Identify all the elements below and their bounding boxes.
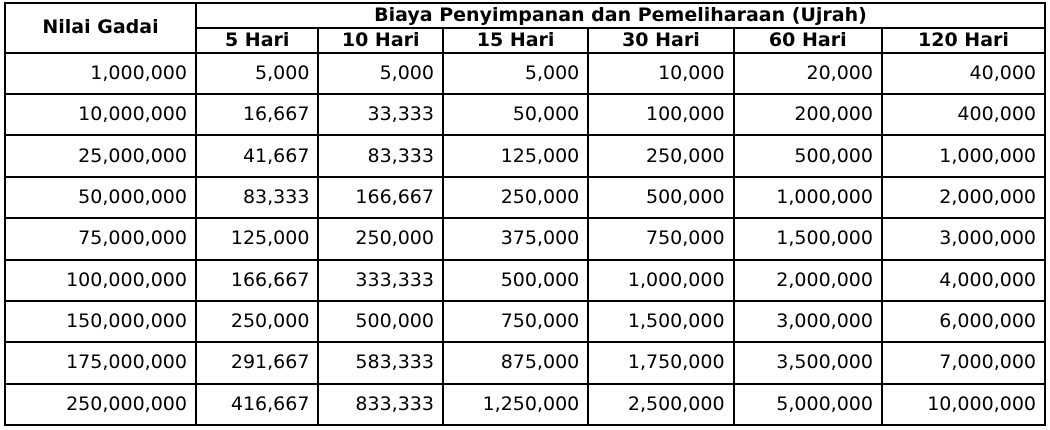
cell-ujrah-15: 50,000 — [443, 94, 588, 135]
cell-ujrah-120: 7,000,000 — [882, 342, 1045, 383]
cell-ujrah-120: 4,000,000 — [882, 260, 1045, 301]
table-row — [5, 94, 1045, 135]
cell-ujrah-15: 875,000 — [443, 342, 588, 383]
cell-nilai-gadai: 25,000,000 — [5, 135, 196, 176]
cell-ujrah-60: 20,000 — [734, 53, 882, 94]
header-day-10: 10 Hari — [318, 28, 443, 53]
cell-ujrah-15: 5,000 — [443, 53, 588, 94]
cell-ujrah-5: 166,667 — [196, 260, 318, 301]
cell-ujrah-120: 3,000,000 — [882, 218, 1045, 259]
table-row — [5, 135, 1045, 176]
cell-ujrah-120: 10,000,000 — [882, 384, 1045, 425]
header-group-ujrah: Biaya Penyimpanan dan Pemeliharaan (Ujrah) — [196, 3, 1045, 28]
cell-ujrah-10: 583,333 — [318, 342, 443, 383]
cell-ujrah-30: 250,000 — [588, 135, 733, 176]
cell-ujrah-5: 83,333 — [196, 177, 318, 218]
cell-ujrah-15: 250,000 — [443, 177, 588, 218]
cell-ujrah-60: 3,500,000 — [734, 342, 882, 383]
cell-nilai-gadai: 175,000,000 — [5, 342, 196, 383]
cell-ujrah-120: 2,000,000 — [882, 177, 1045, 218]
cell-nilai-gadai: 75,000,000 — [5, 218, 196, 259]
cell-ujrah-30: 1,750,000 — [588, 342, 733, 383]
cell-ujrah-10: 166,667 — [318, 177, 443, 218]
cell-ujrah-5: 250,000 — [196, 301, 318, 342]
cell-ujrah-10: 500,000 — [318, 301, 443, 342]
header-day-15: 15 Hari — [443, 28, 588, 53]
cell-ujrah-10: 33,333 — [318, 94, 443, 135]
cell-ujrah-10: 833,333 — [318, 384, 443, 425]
cell-nilai-gadai: 250,000,000 — [5, 384, 196, 425]
table-row — [5, 342, 1045, 383]
table-row — [5, 177, 1045, 218]
cell-ujrah-5: 41,667 — [196, 135, 318, 176]
cell-ujrah-120: 1,000,000 — [882, 135, 1045, 176]
header-day-5: 5 Hari — [196, 28, 318, 53]
cell-ujrah-15: 375,000 — [443, 218, 588, 259]
cell-ujrah-120: 40,000 — [882, 53, 1045, 94]
cell-nilai-gadai: 50,000,000 — [5, 177, 196, 218]
cell-ujrah-15: 750,000 — [443, 301, 588, 342]
header-row-primary — [5, 3, 1045, 28]
table-row — [5, 384, 1045, 425]
cell-ujrah-30: 500,000 — [588, 177, 733, 218]
cell-ujrah-120: 400,000 — [882, 94, 1045, 135]
table-row — [5, 53, 1045, 94]
table-row — [5, 218, 1045, 259]
table-body — [5, 53, 1045, 425]
cell-ujrah-10: 250,000 — [318, 218, 443, 259]
cell-nilai-gadai: 10,000,000 — [5, 94, 196, 135]
cell-ujrah-15: 125,000 — [443, 135, 588, 176]
cell-ujrah-60: 200,000 — [734, 94, 882, 135]
cell-nilai-gadai: 150,000,000 — [5, 301, 196, 342]
table-header — [5, 3, 1045, 53]
cell-ujrah-60: 1,500,000 — [734, 218, 882, 259]
cell-ujrah-5: 125,000 — [196, 218, 318, 259]
cell-ujrah-5: 416,667 — [196, 384, 318, 425]
cell-ujrah-60: 2,000,000 — [734, 260, 882, 301]
header-day-120: 120 Hari — [882, 28, 1045, 53]
cell-ujrah-10: 83,333 — [318, 135, 443, 176]
cell-ujrah-30: 2,500,000 — [588, 384, 733, 425]
cell-ujrah-60: 5,000,000 — [734, 384, 882, 425]
header-day-30: 30 Hari — [588, 28, 733, 53]
cell-ujrah-30: 100,000 — [588, 94, 733, 135]
header-day-60: 60 Hari — [734, 28, 882, 53]
cell-ujrah-30: 10,000 — [588, 53, 733, 94]
header-nilai-gadai: Nilai Gadai — [5, 3, 196, 53]
table-row — [5, 301, 1045, 342]
cell-ujrah-30: 1,000,000 — [588, 260, 733, 301]
cell-ujrah-15: 500,000 — [443, 260, 588, 301]
table-row — [5, 260, 1045, 301]
cell-ujrah-5: 291,667 — [196, 342, 318, 383]
cell-ujrah-60: 3,000,000 — [734, 301, 882, 342]
ujrah-rate-table — [4, 2, 1046, 426]
cell-ujrah-60: 1,000,000 — [734, 177, 882, 218]
cell-ujrah-30: 1,500,000 — [588, 301, 733, 342]
cell-ujrah-5: 5,000 — [196, 53, 318, 94]
cell-ujrah-10: 5,000 — [318, 53, 443, 94]
cell-ujrah-60: 500,000 — [734, 135, 882, 176]
cell-nilai-gadai: 1,000,000 — [5, 53, 196, 94]
cell-nilai-gadai: 100,000,000 — [5, 260, 196, 301]
cell-ujrah-5: 16,667 — [196, 94, 318, 135]
cell-ujrah-15: 1,250,000 — [443, 384, 588, 425]
cell-ujrah-30: 750,000 — [588, 218, 733, 259]
cell-ujrah-10: 333,333 — [318, 260, 443, 301]
cell-ujrah-120: 6,000,000 — [882, 301, 1045, 342]
